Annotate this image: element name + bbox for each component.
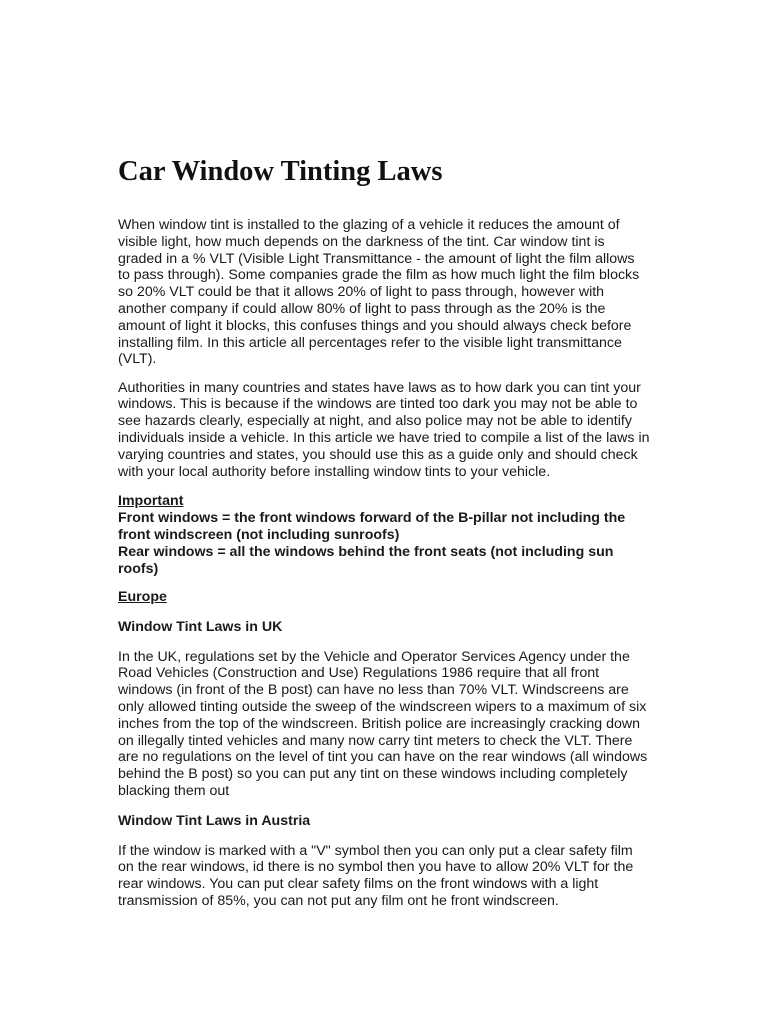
document-body [118, 217, 650, 921]
rear-windows-definition: Rear windows = all the windows behind the front seats (not including sun roofs) [118, 543, 614, 577]
section-heading-austria: Window Tint Laws in Austria [118, 812, 311, 829]
page-title: Car Window Tinting Laws [118, 156, 443, 187]
important-block [118, 493, 650, 577]
intro-paragraph-2: Authorities in many countries and states have laws as to how dark you can tint your windows. This is because if the windows are tinted too dark you may not be able to see hazards clearly, especially at night, and also police may not be able to identify individuals inside a vehicle. In this article we have tried to compile a list of the laws in varying countries and states, you should use this as a guide only and should check with your local authority before installing window tints to your vehicle. [118, 379, 650, 480]
section-heading-uk: Window Tint Laws in UK [118, 618, 283, 635]
intro-paragraph-1: When window tint is installed to the glazing of a vehicle it reduces the amount of visible light, how much depends on the darkness of the tint. Car window tint is graded in a % VLT (Visible Light Transmittance - the amount of light the film allows to pass through). Some companies grade the film as how much light the film blocks so 20% VLT could be that it allows 20% of light to pass through, however with another company if could allow 80% of light to pass through as the 20% is the amount of light it blocks, this confuses things and you should always check before installing film. In this article all percentages refer to the visible light transmittance (VLT). [118, 217, 640, 368]
section-body-austria: If the window is marked with a "V" symbol then you can only put a clear safety film on the rear windows, id there is no symbol then you have to allow 20% VLT for the rear windows. You can put clear safety films on the front windows with a light transmission of 85%, you can not put any film ont he front windscreen. [118, 842, 634, 909]
region-heading-europe: Europe [118, 588, 167, 605]
important-heading: Important [118, 493, 184, 510]
section-body-uk: In the UK, regulations set by the Vehicle and Operator Services Agency under the Road Vehicles (Construction and Use) Regulations 1986 require that all front windows (in front of the B post) can have no less than 70% VLT. Windscreens are only allowed tinting outside the sweep of the windscreen wipers to a maximum of six inches from the top of the windscreen. British police are increasingly cracking down on illegally tinted vehicles and many now carry tint meters to check the VLT. There are no regulations on the level of tint you can have on the rear windows (all windows behind the B post) so you can put any tint on these windows including completely blacking them out [118, 648, 648, 799]
front-windows-definition: Front windows = the front windows forward of the B-pillar not including the front windscreen (not including sunroofs) [118, 510, 626, 544]
